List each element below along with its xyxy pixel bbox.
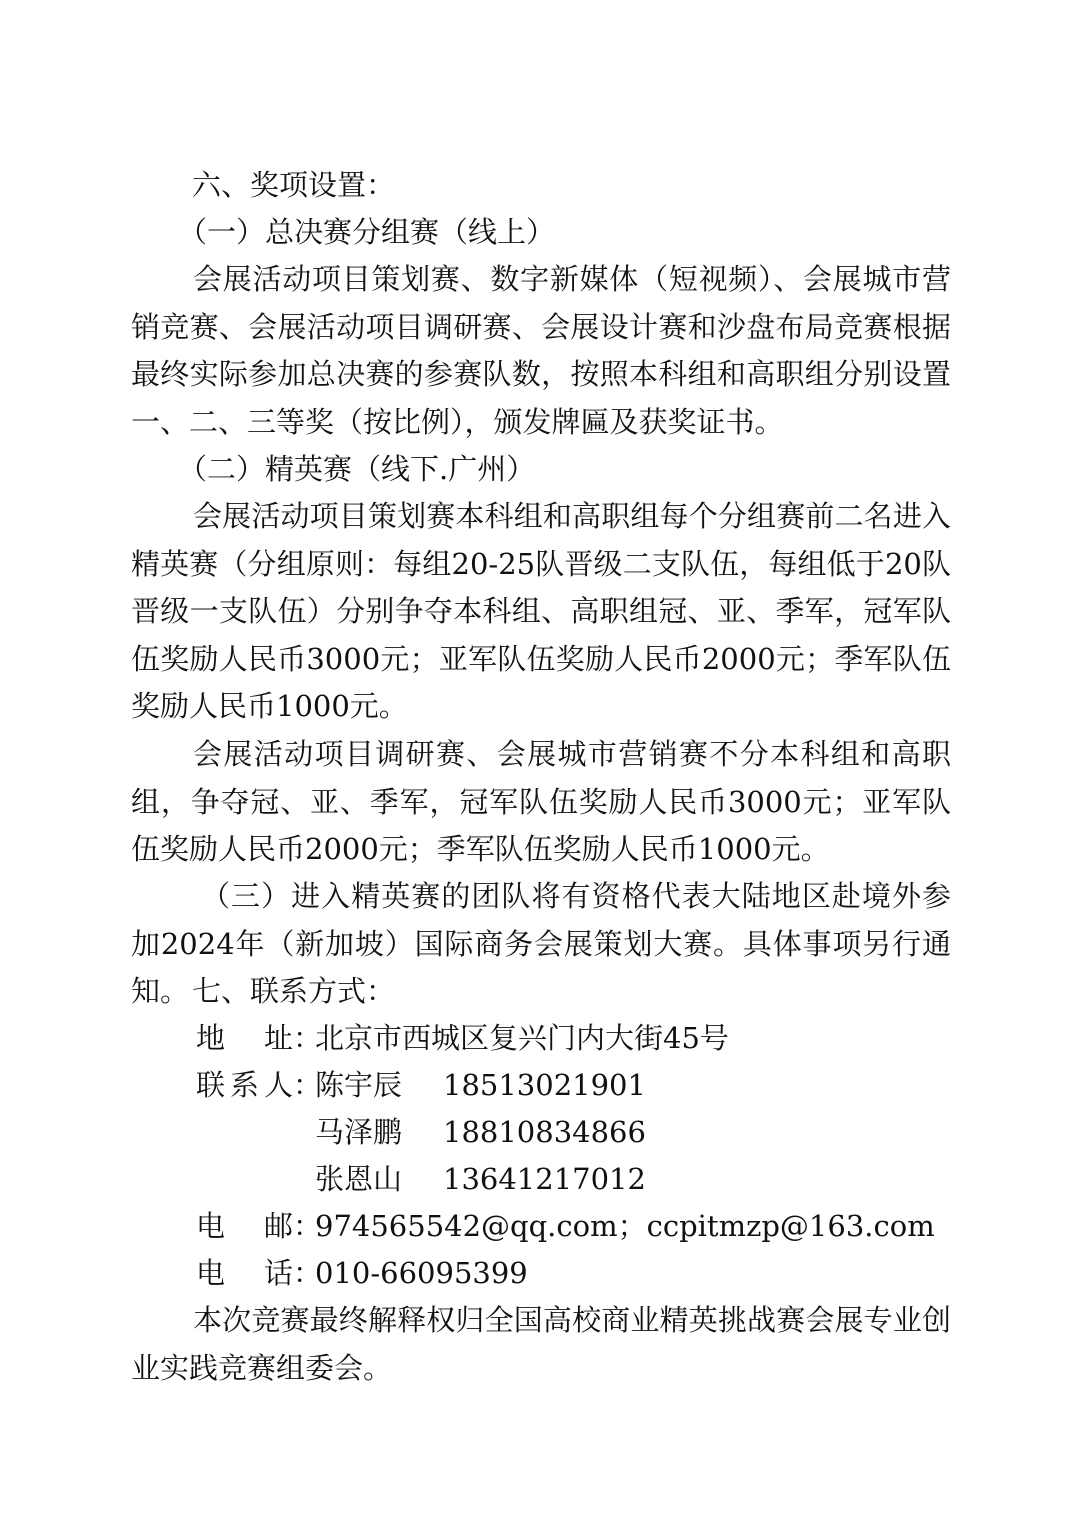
email-value: 974565542@qq.com；ccpitmzp@163.com (315, 1209, 935, 1243)
contact-person-row (196, 1062, 646, 1110)
sub2-paragraph-1: 会展活动项目策划赛本科组和高职组每个分组赛前二名进入精英赛（分组原则：每组20-25队晋级二支队伍，每组低于20队晋级一支队伍）分别争夺本科组、高职组冠、亚、季军，冠军队伍奖励人民币3000元；亚军队伍奖励人民币2000元；季军队伍奖励人民币1000元。 (131, 499, 951, 724)
email-colon: ： (293, 1209, 323, 1243)
person-phone: 18810834866 (443, 1115, 646, 1149)
sub3-paragraph: （三）进入精英赛的团队将有资格代表大陆地区赴境外参加2024年（新加坡）国际商务会展策划大赛。具体事项另行通知。 (131, 879, 951, 1009)
person-colon: ： (293, 1068, 323, 1102)
contact-heading: 七、联系方式： (192, 974, 396, 1008)
closing-paragraph: 本次竞赛最终解释权归全国高校商业精英挑战赛会展专业创业实践竞赛组委会。 (131, 1303, 951, 1385)
sub1-paragraph: 会展活动项目策划赛、数字新媒体（短视频）、会展城市营销竞赛、会展活动项目调研赛、会展设计赛和沙盘布局竞赛根据最终实际参加总决赛的参赛队数，按照本科组和高职组分别设置一、二、三等奖（按比例），颁发牌匾及获奖证书。 (131, 262, 951, 439)
person-label: 联系人 (196, 1068, 293, 1102)
tel-value: 010-66095399 (315, 1256, 528, 1290)
tel-colon: ： (293, 1256, 323, 1290)
sub2-title: （二）精英赛（线下.广州） (178, 452, 536, 486)
contact-person-row (315, 1109, 646, 1157)
address-row (196, 1015, 729, 1063)
email-row (196, 1203, 935, 1251)
sub1-title: （一）总决赛分组赛（线上） (178, 215, 556, 249)
person-name: 陈宇辰 (315, 1068, 403, 1102)
contact-person-row (315, 1156, 646, 1204)
person-phone: 18513021901 (443, 1068, 646, 1102)
address-value: 北京市西城区复兴门内大街45号 (315, 1021, 729, 1055)
person-name: 张恩山 (315, 1162, 403, 1196)
phone-row (196, 1250, 528, 1298)
person-name: 马泽鹏 (315, 1115, 403, 1149)
awards-heading: 六、奖项设置： (192, 168, 396, 202)
person-phone: 13641217012 (443, 1162, 646, 1196)
address-colon: ： (293, 1021, 323, 1055)
sub2-paragraph-2: 会展活动项目调研赛、会展城市营销赛不分本科组和高职组，争夺冠、亚、季军，冠军队伍奖励人民币3000元；亚军队伍奖励人民币2000元；季军队伍奖励人民币1000元。 (131, 737, 951, 867)
tel-label: 电 话 (196, 1256, 293, 1290)
email-label: 电 邮 (196, 1209, 293, 1243)
address-label: 地 址 (196, 1021, 293, 1055)
